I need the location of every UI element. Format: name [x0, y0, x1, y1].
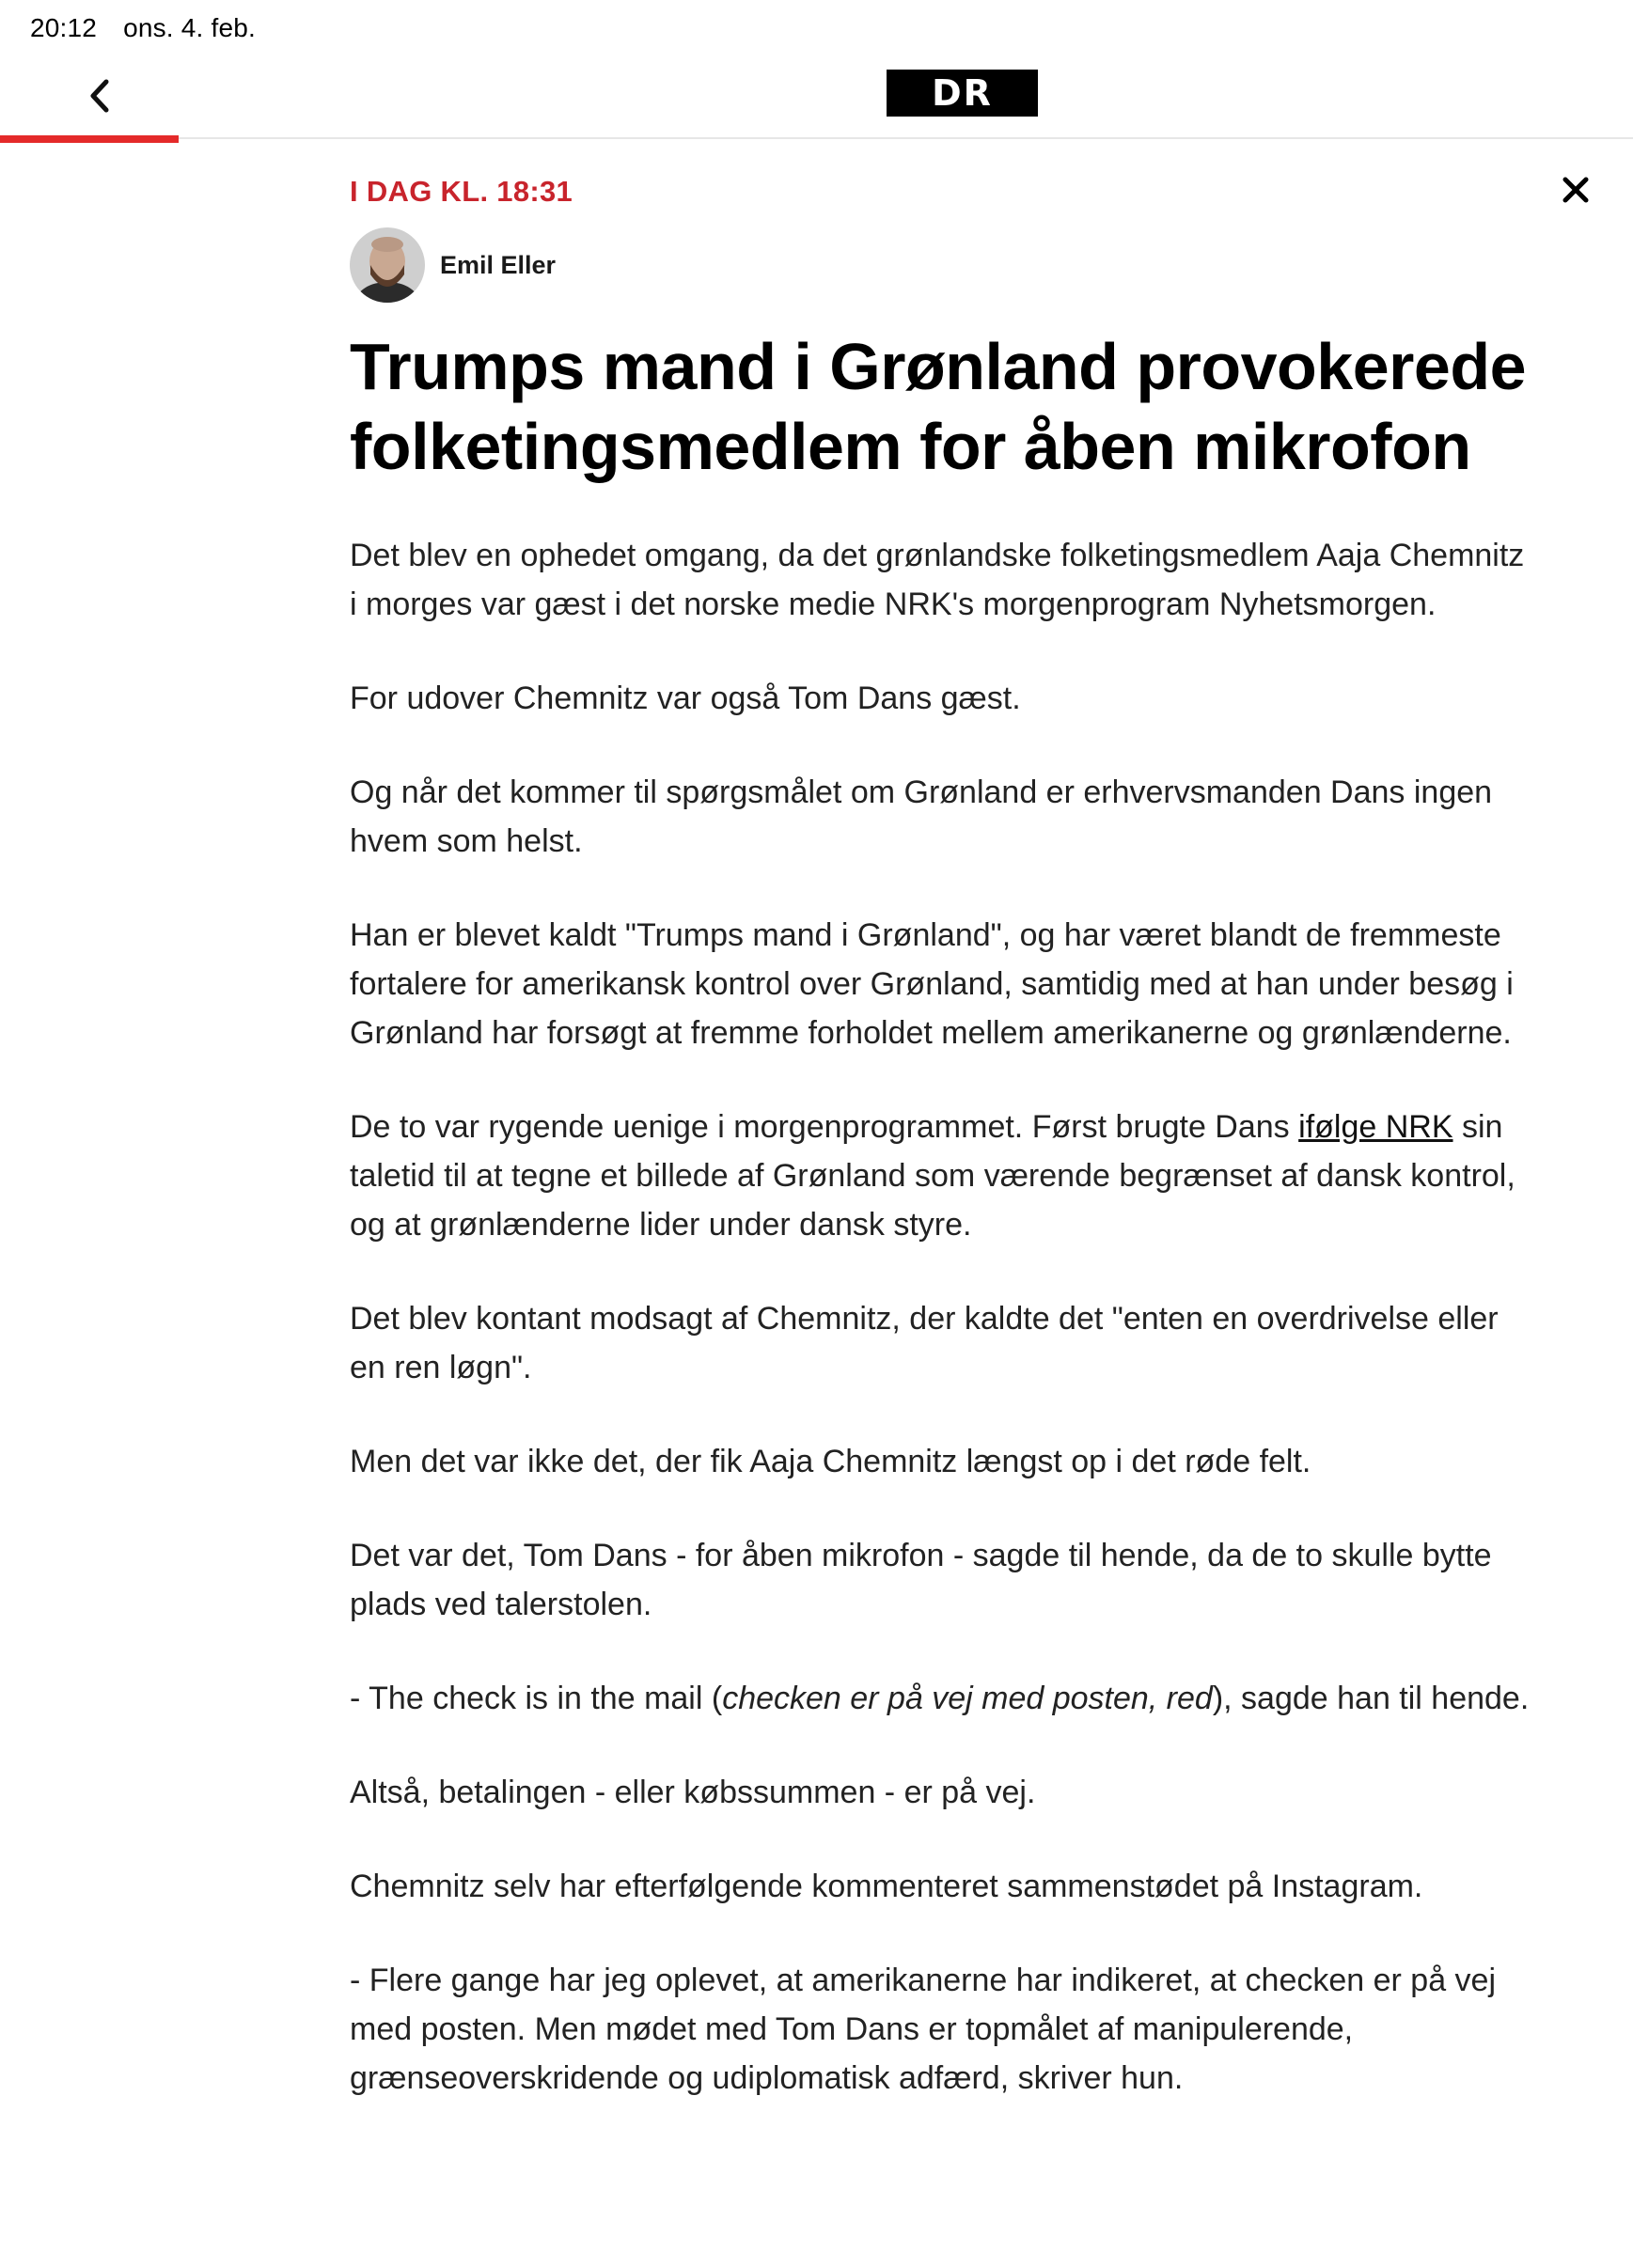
dr-logo[interactable]: DR: [887, 70, 1038, 117]
paragraph: Han er blevet kaldt "Trumps mand i Grønland", og har været blandt de fremmeste fortalere for amerikansk kontrol over Grønland, samtidig med at han under besøg i Grønland har forsøgt at fremme forholdet mellem amerikanerne og grønlænderne.: [350, 917, 1514, 1051]
paragraph: Det blev en ophedet omgang, da det grønlandske folketingsmedlem Aaja Chemnitz i morges var gæst i det norske medie NRK's morgenprogram Nyhetsmorgen.: [350, 538, 1525, 622]
article-headline: Trumps mand i Grønland provokerede folketingsmedlem for åben mikrofon: [350, 330, 1527, 483]
close-icon: [1562, 177, 1589, 203]
paragraph: For udover Chemnitz var også Tom Dans gæst.: [350, 680, 1021, 716]
article: [350, 175, 1534, 2148]
author-name[interactable]: Emil Eller: [440, 250, 557, 279]
article-body: [350, 531, 1534, 2103]
editor-note: checken er på vej med posten, red: [722, 1681, 1213, 1716]
status-bar: [30, 13, 275, 43]
paragraph: Altså, betalingen - eller købssummen - er på vej.: [350, 1775, 1036, 1810]
paragraph-text: De to var rygende uenige i morgenprogrammet. Først brugte Dans: [350, 1109, 1299, 1145]
close-button[interactable]: [1557, 171, 1594, 209]
nav-bar: [0, 56, 1633, 139]
status-time: 20:12: [30, 13, 98, 42]
paragraph: [350, 1103, 1534, 1249]
paragraph-text: - The check is in the mail (: [350, 1681, 723, 1716]
back-button[interactable]: [73, 70, 126, 122]
paragraph: [350, 1674, 1534, 1723]
article-timestamp: I DAG KL. 18:31: [350, 175, 573, 208]
paragraph: Det var det, Tom Dans - for åben mikrofon - sagde til hende, da de to skulle bytte plads ved talerstolen.: [350, 1538, 1492, 1622]
byline[interactable]: [350, 227, 1534, 303]
paragraph: - Flere gange har jeg oplevet, at amerikanerne har indikeret, at checken er på vej med posten. Men mødet med Tom Dans er topmålet af manipulerende, grænseoverskridende og udiplomatisk adfærd, skriver hun.: [350, 1963, 1497, 2096]
status-date: ons. 4. feb.: [123, 13, 256, 42]
author-avatar[interactable]: [350, 227, 425, 303]
paragraph-text: ), sagde han til hende.: [1212, 1681, 1530, 1716]
chevron-left-icon: [87, 77, 112, 115]
reading-progress-bar: [0, 135, 179, 143]
paragraph: Men det var ikke det, der fik Aaja Chemnitz længst op i det røde felt.: [350, 1444, 1311, 1479]
paragraph: Og når det kommer til spørgsmålet om Grønland er erhvervsmanden Dans ingen hvem som helst.: [350, 774, 1493, 859]
nrk-source-link[interactable]: ifølge NRK: [1298, 1109, 1453, 1145]
paragraph: Det blev kontant modsagt af Chemnitz, der kaldte det "enten en overdrivelse eller en ren løgn".: [350, 1301, 1499, 1385]
paragraph: Chemnitz selv har efterfølgende kommenteret sammenstødet på Instagram.: [350, 1869, 1423, 1904]
paragraph-text: sin taletid til at tegne et billede af Grønland som værende begrænset af dansk kontrol, og at grønlænderne lider under dansk styre.: [350, 1109, 1515, 1243]
author-portrait-icon: [350, 227, 425, 303]
